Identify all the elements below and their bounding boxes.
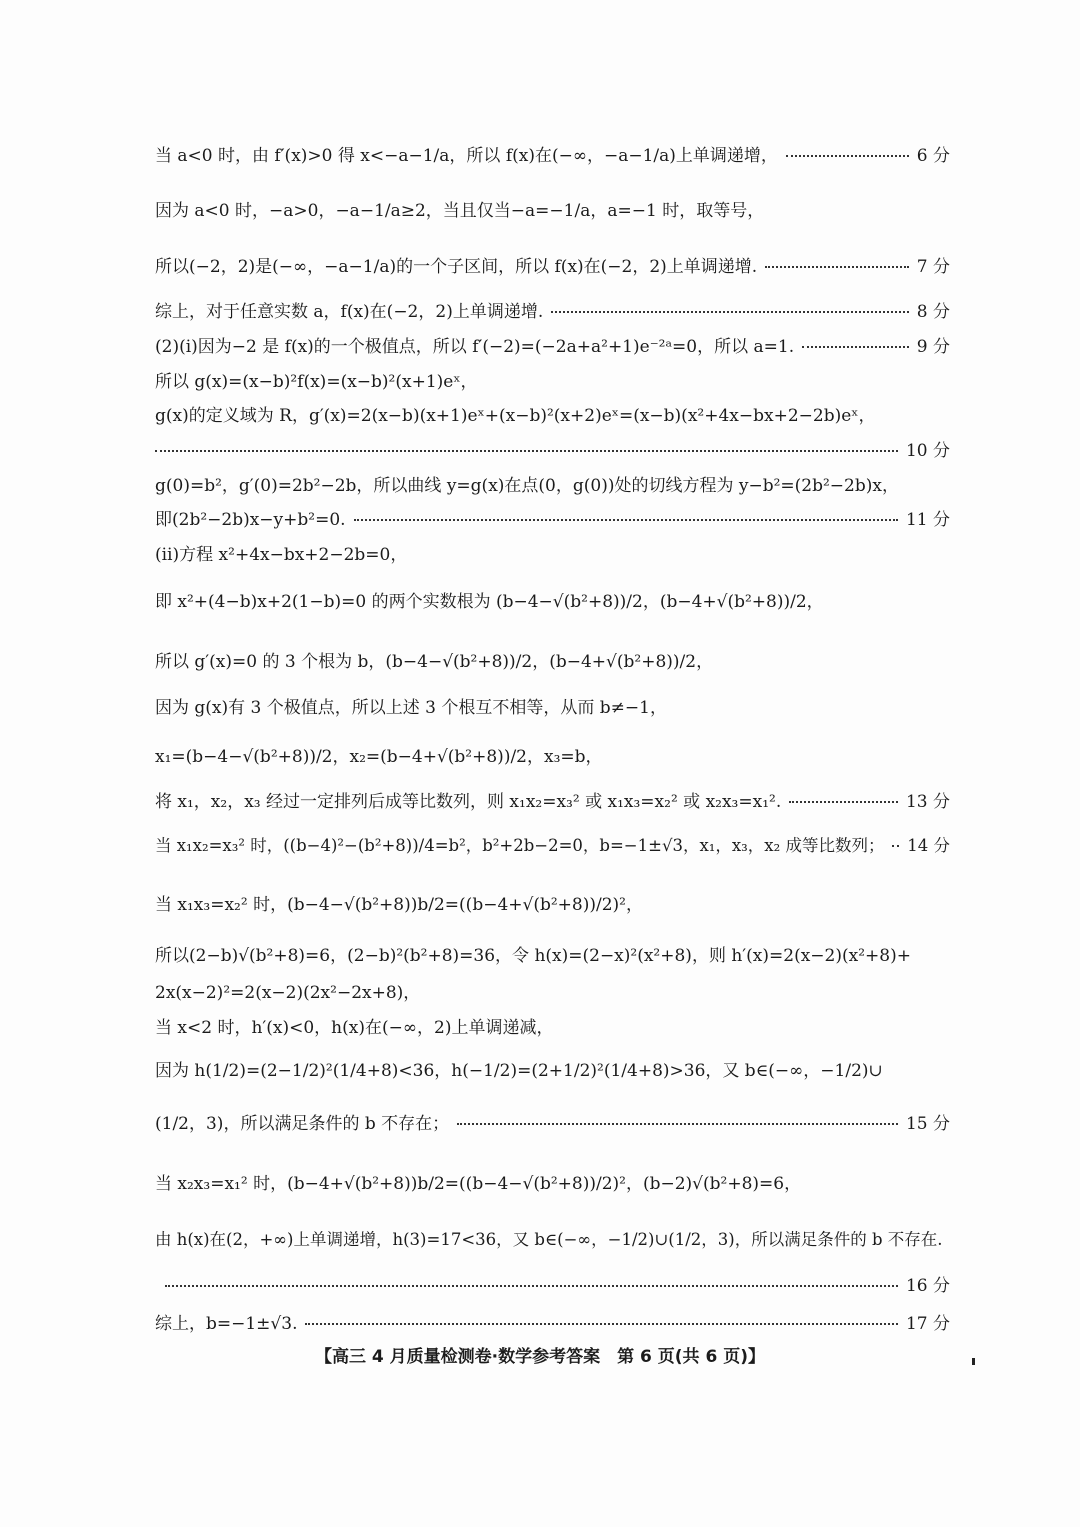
solution-line [155, 1018, 950, 1038]
dot-leader [765, 266, 909, 268]
line-text: 所以 g(x)=(x−b)²f(x)=(x−b)²(x+1)eˣ， [155, 372, 478, 392]
solution-line [155, 1174, 950, 1194]
solution-line [155, 372, 950, 392]
line-text: 由 h(x)在(2，+∞)上单调递增，h(3)=17<36，又 b∈(−∞，−1/2)∪(1/2，3)，所以满足条件的 b 不存在. [155, 1230, 943, 1249]
score-label: 11 分 [905, 510, 950, 530]
line-text: 即 x²+(4−b)x+2(1−b)=0 的两个实数根为 (b−4−√(b²+8))/2，(b−4+√(b²+8))/2， [155, 592, 824, 612]
score-label: 9 分 [916, 337, 950, 357]
line-text: 因为 h(1/2)=(2−1/2)²(1/4+8)<36，h(−1/2)=(2+1/2)²(1/4+8)>36，又 b∈(−∞，−1/2)∪ [155, 1061, 883, 1081]
solution-line [155, 1114, 950, 1134]
line-text: 2x(x−2)²=2(x−2)(2x²−2x+8)， [155, 983, 421, 1003]
solution-line [155, 1061, 950, 1081]
line-text: 即(2b²−2b)x−y+b²=0. [155, 510, 346, 530]
solution-line [155, 257, 950, 277]
solution-line [155, 698, 950, 718]
solution-line [155, 1230, 950, 1250]
dot-leader [165, 1285, 898, 1287]
score-label: 7 分 [916, 257, 950, 277]
dot-leader [786, 155, 909, 157]
solution-line [155, 983, 950, 1003]
line-text: (2)(ⅰ)因为−2 是 f(x)的一个极值点，所以 f′(−2)=(−2a+a²+1)e⁻²ᵃ=0，所以 a=1. [155, 337, 795, 357]
line-text: 当 x₁x₂=x₃² 时，((b−4)²−(b²+8))/4=b²，b²+2b−2=0，b=−1±√3，x₁，x₃，x₂ 成等比数列； [155, 836, 885, 855]
line-text: 所以(−2，2)是(−∞，−a−1/a)的一个子区间，所以 f(x)在(−2，2)上单调递增. [155, 257, 758, 277]
solution-line [155, 476, 950, 496]
line-text: 综上，对于任意实数 a，f(x)在(−2，2)上单调递增. [155, 302, 544, 322]
line-text: 当 x<2 时，h′(x)<0，h(x)在(−∞，2)上单调递减， [155, 1018, 554, 1038]
line-text: 所以(2−b)√(b²+8)=6，(2−b)²(b²+8)=36，令 h(x)=(2−x)²(x²+8)，则 h′(x)=2(x−2)(x²+8)+ [155, 946, 911, 966]
solution-line [155, 792, 950, 812]
solution-line [155, 201, 950, 221]
solution-line [155, 1314, 950, 1334]
line-text: (ⅱ)方程 x²+4x−bx+2−2b=0， [155, 545, 408, 565]
solution-line [155, 406, 950, 426]
solution-line [155, 592, 950, 612]
dot-leader [551, 311, 909, 313]
solution-line [155, 545, 950, 565]
solution-line [155, 302, 950, 322]
score-label: 10 分 [905, 441, 950, 461]
solution-line [155, 946, 950, 966]
score-label: 14 分 [907, 836, 950, 855]
line-text: 综上，b=−1±√3. [155, 1314, 298, 1334]
line-text: 当 x₁x₃=x₂² 时，(b−4−√(b²+8))b/2=((b−4+√(b²+8))/2)²， [155, 895, 643, 915]
line-text: x₁=(b−4−√(b²+8))/2，x₂=(b−4+√(b²+8))/2，x₃=b， [155, 747, 603, 767]
line-text: (1/2，3)，所以满足条件的 b 不存在； [155, 1114, 450, 1134]
line-text: 因为 g(x)有 3 个极值点，所以上述 3 个根互不相等，从而 b≠−1， [155, 698, 667, 718]
dot-leader [305, 1323, 897, 1325]
dot-leader [892, 845, 899, 847]
solution-line [155, 652, 950, 672]
score-label: 15 分 [905, 1114, 950, 1134]
line-text: 将 x₁，x₂，x₃ 经过一定排列后成等比数列，则 x₁x₂=x₃² 或 x₁x₃=x₂² 或 x₂x₃=x₁². [155, 792, 782, 812]
score-label: 6 分 [916, 146, 950, 166]
score-label: 16 分 [905, 1276, 950, 1296]
line-text: g(0)=b²，g′(0)=2b²−2b，所以曲线 y=g(x)在点(0，g(0))处的切线方程为 y−b²=(2b²−2b)x， [155, 476, 899, 496]
solution-line [155, 836, 950, 856]
solution-line [155, 441, 950, 461]
dot-leader [155, 450, 898, 452]
dot-leader [457, 1123, 898, 1125]
page-footer: 【高三 4 月质量检测卷·数学参考答案 第 6 页(共 6 页)】 [315, 1347, 765, 1367]
dot-leader [354, 519, 898, 521]
solution-line [155, 337, 950, 357]
score-label: 13 分 [905, 792, 950, 812]
line-text: g(x)的定义域为 R，g′(x)=2(x−b)(x+1)eˣ+(x−b)²(x+2)eˣ=(x−b)(x²+4x−bx+2−2b)eˣ， [155, 406, 876, 426]
score-label: 8 分 [916, 302, 950, 322]
dot-leader [802, 346, 909, 348]
solution-line [155, 895, 950, 915]
scan-mark [972, 1358, 975, 1365]
dot-leader [789, 801, 898, 803]
line-text: 所以 g′(x)=0 的 3 个根为 b，(b−4−√(b²+8))/2，(b−4+√(b²+8))/2， [155, 652, 714, 672]
solution-line [155, 146, 950, 166]
line-text: 当 x₂x₃=x₁² 时，(b−4+√(b²+8))b/2=((b−4−√(b²+8))/2)²，(b−2)√(b²+8)=6， [155, 1174, 802, 1194]
line-text: 因为 a<0 时，−a>0，−a−1/a≥2，当且仅当−a=−1/a，a=−1 时，取等号， [155, 201, 765, 221]
solution-line [155, 510, 950, 530]
score-label: 17 分 [905, 1314, 950, 1334]
solution-line [155, 747, 950, 767]
solution-line [155, 1276, 950, 1296]
line-text: 当 a<0 时，由 f′(x)>0 得 x<−a−1/a，所以 f(x)在(−∞，−a−1/a)上单调递增， [155, 146, 778, 166]
